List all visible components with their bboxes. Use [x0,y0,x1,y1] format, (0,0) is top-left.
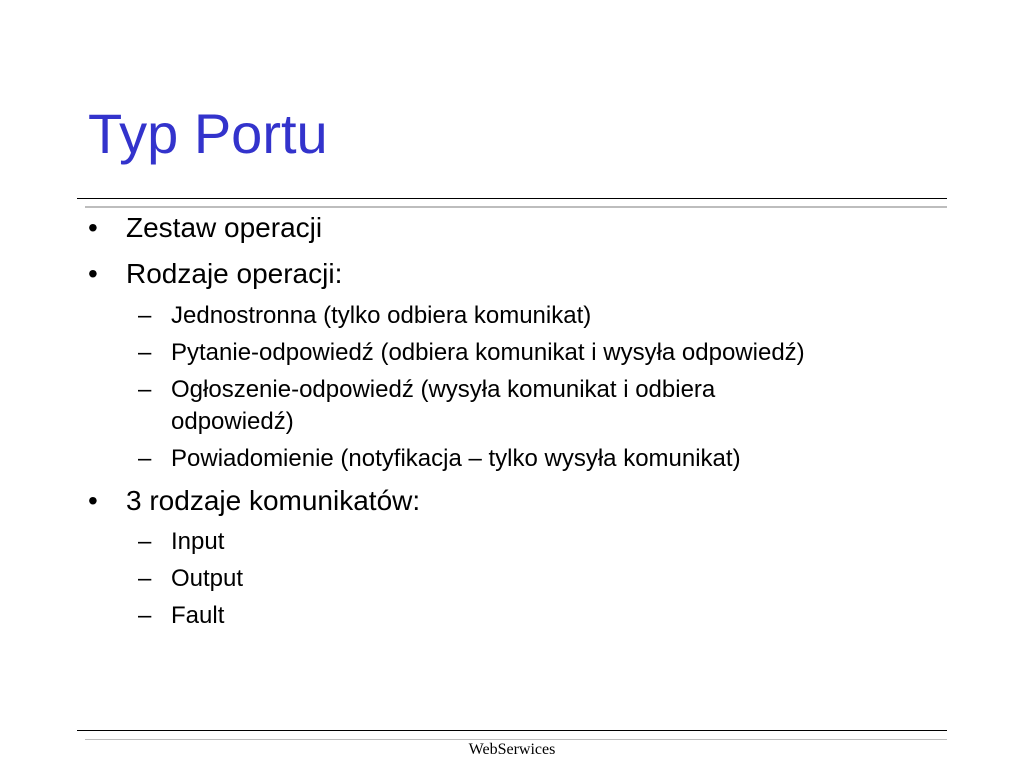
sub-bullet-mark: – [138,445,152,472]
sub-bullet-text: Fault [171,602,225,629]
bullet-text: 3 rodzaje komunikatów: [126,485,421,516]
bullet-mark: • [88,212,98,243]
sub-bullet-mark: – [138,376,152,403]
sub-bullet-mark: – [138,302,152,329]
sub-bullet-text: Output [171,565,244,592]
bullet-mark: • [88,485,98,516]
sub-bullet-mark: – [138,602,152,629]
sub-bullet-text: Jednostronna (tylko odbiera komunikat) [171,302,592,329]
sub-bullet-text: Ogłoszenie-odpowiedź (wysyła komunikat i odbiera [171,376,716,403]
footer-divider-dark-line [77,730,947,731]
sub-bullet-text: Pytanie-odpowiedź (odbiera komunikat i wysyła odpowiedź) [171,339,805,366]
slide-title: Typ Portu [88,102,328,165]
bullet-text: Zestaw operacji [126,212,323,243]
sub-bullet-text: Input [171,528,225,555]
bullet-mark: • [88,258,98,289]
sub-bullet-mark: – [138,528,152,555]
sub-bullet-mark: – [138,339,152,366]
sub-bullet-continuation: odpowiedź) [171,408,294,435]
sub-bullet-mark: – [138,565,152,592]
bullet-text: Rodzaje operacji: [126,258,343,289]
sub-bullet-text: Powiadomienie (notyfikacja – tylko wysyła komunikat) [171,445,741,472]
slide-footer: WebSerwices [468,741,556,758]
footer-divider [77,730,947,740]
